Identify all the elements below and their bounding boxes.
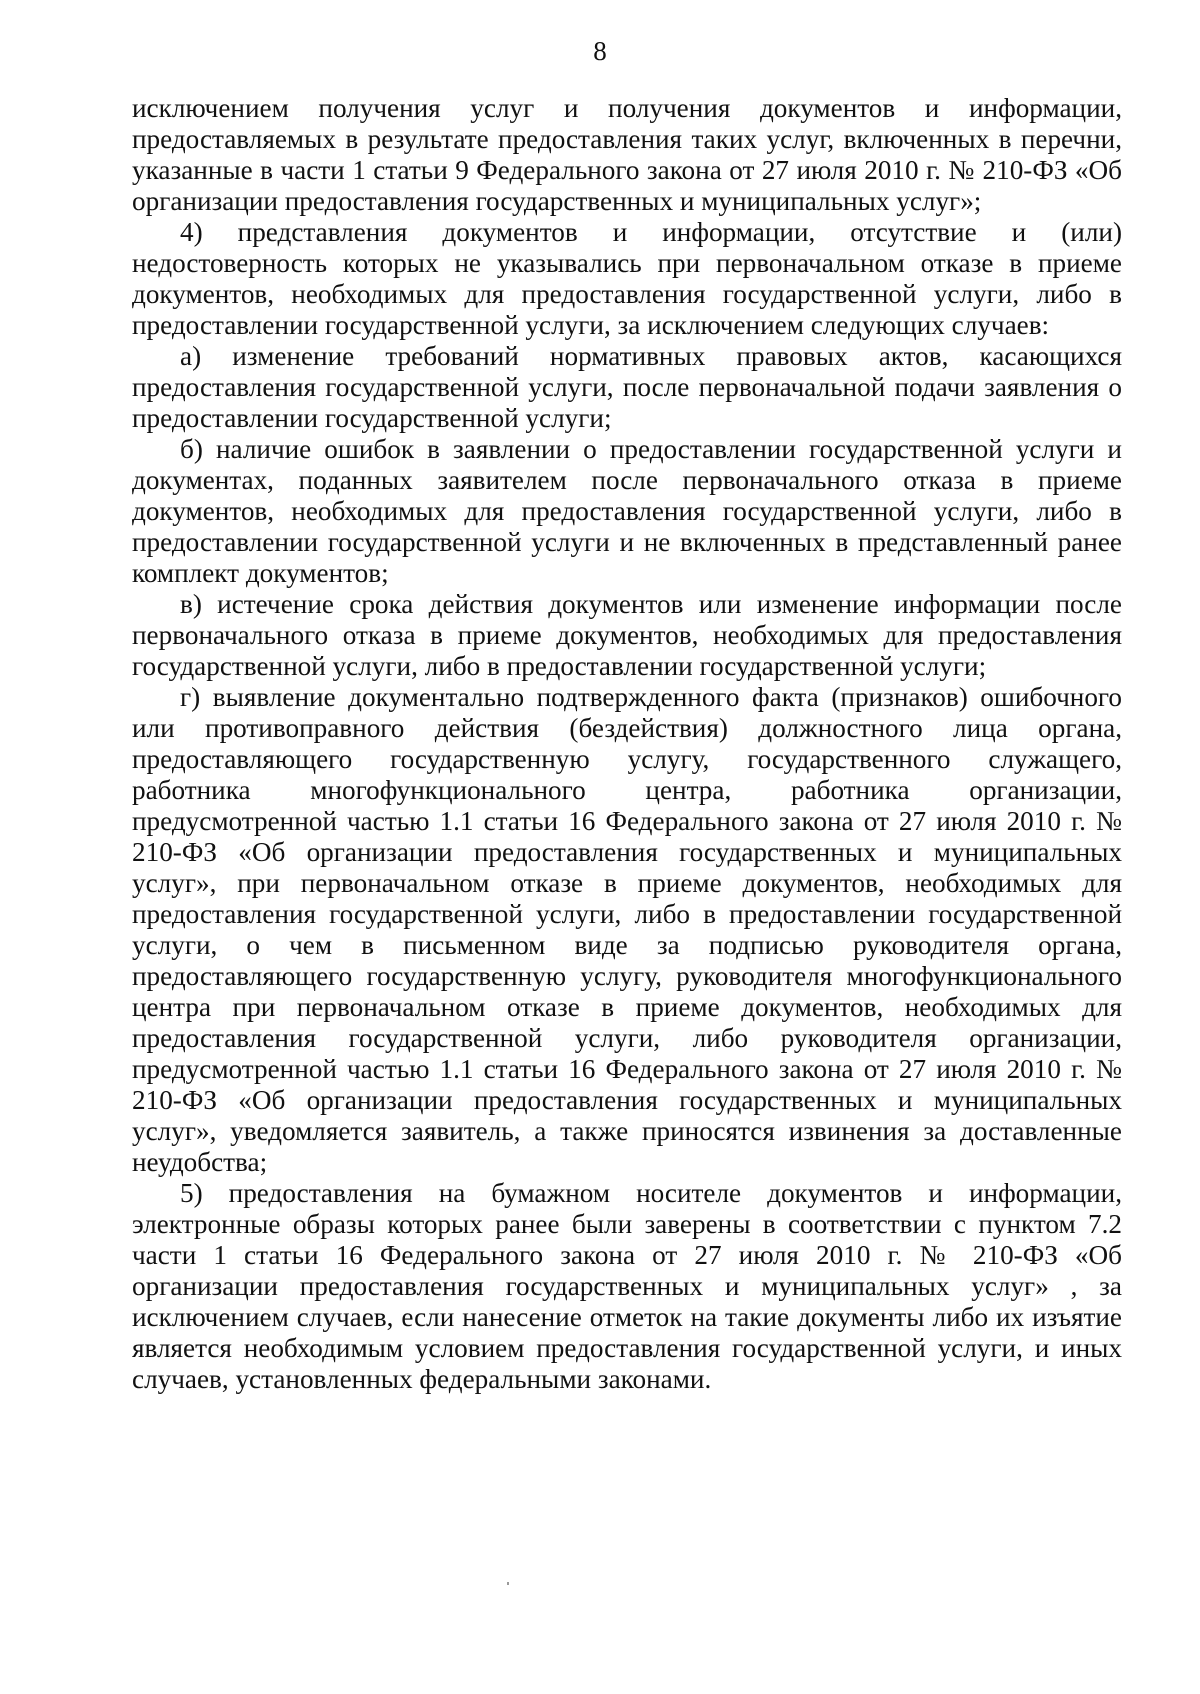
paragraph-subitem-g: г) выявление документально подтвержденного факта (признаков) ошибочного или противоправного действия (бездействия) должностного лица органа, предоставляющего государственную услугу, государственного служащего, работника многофункционального центра, работника организации, предусмотренной частью 1.1 статьи 16 Федерального закона от 27 июля 2010 г. № 210-ФЗ «Об организации предоставления государственных и муниципальных услуг», при первоначальном отказе в приеме документов, необходимых для предоставления государственной услуги, либо в предоставлении государственной услуги, о чем в письменном виде за подписью руководителя органа, предоставляющего государственную услугу, руководителя многофункционального центра при первоначальном отказе в приеме документов, необходимых для предоставления государственной услуги, либо руководителя организации, предусмотренной частью 1.1 статьи 16 Федерального закона от 27 июля 2010 г. № 210-ФЗ «Об организации предоставления государственных и муниципальных услуг», уведомляется заявитель, а также приносятся извинения за доставленные неудобства; [132, 682, 1122, 1177]
paragraph-subitem-a: а) изменение требований нормативных правовых актов, касающихся предоставления государственной услуги, после первоначальной подачи заявления о предоставлении государственной услуги; [132, 341, 1122, 433]
paragraph-subitem-b: б) наличие ошибок в заявлении о предоставлении государственной услуги и документах, поданных заявителем после первоначального отказа в приеме документов, необходимых для предоставления государственной услуги, либо в предоставлении государственной услуги и не включенных в представленный ранее комплект документов; [132, 434, 1122, 588]
scan-artifact-mark [507, 1582, 509, 1585]
paragraph-item-4: 4) представления документов и информации, отсутствие и (или) недостоверность которых не указывались при первоначальном отказе в приеме документов, необходимых для предоставления государственной услуги, либо в предоставлении государственной услуги, за исключением следующих случаев: [132, 217, 1122, 340]
paragraph-subitem-v: в) истечение срока действия документов или изменение информации после первоначального отказа в приеме документов, необходимых для предоставления государственной услуги, либо в предоставлении государственной услуги; [132, 589, 1122, 681]
paragraph-item-5: 5) предоставления на бумажном носителе документов и информации, электронные образы которых ранее были заверены в соответствии с пунктом 7.2 части 1 статьи 16 Федерального закона от 27 июля 2010 г. № 210-ФЗ «Об организации предоставления государственных и муниципальных услуг» , за исключением случаев, если нанесение отметок на такие документы либо их изъятие является необходимым условием предоставления государственной услуги, и иных случаев, установленных федеральными законами. [132, 1178, 1122, 1394]
paragraph-continuation: исключением получения услуг и получения документов и информации, предоставляемых в результате предоставления таких услуг, включенных в перечни, указанные в части 1 статьи 9 Федерального закона от 27 июля 2010 г. № 210-ФЗ «Об организации предоставления государственных и муниципальных услуг»; [132, 93, 1122, 216]
document-body [132, 93, 1122, 1395]
page-number: 8 [593, 36, 607, 66]
